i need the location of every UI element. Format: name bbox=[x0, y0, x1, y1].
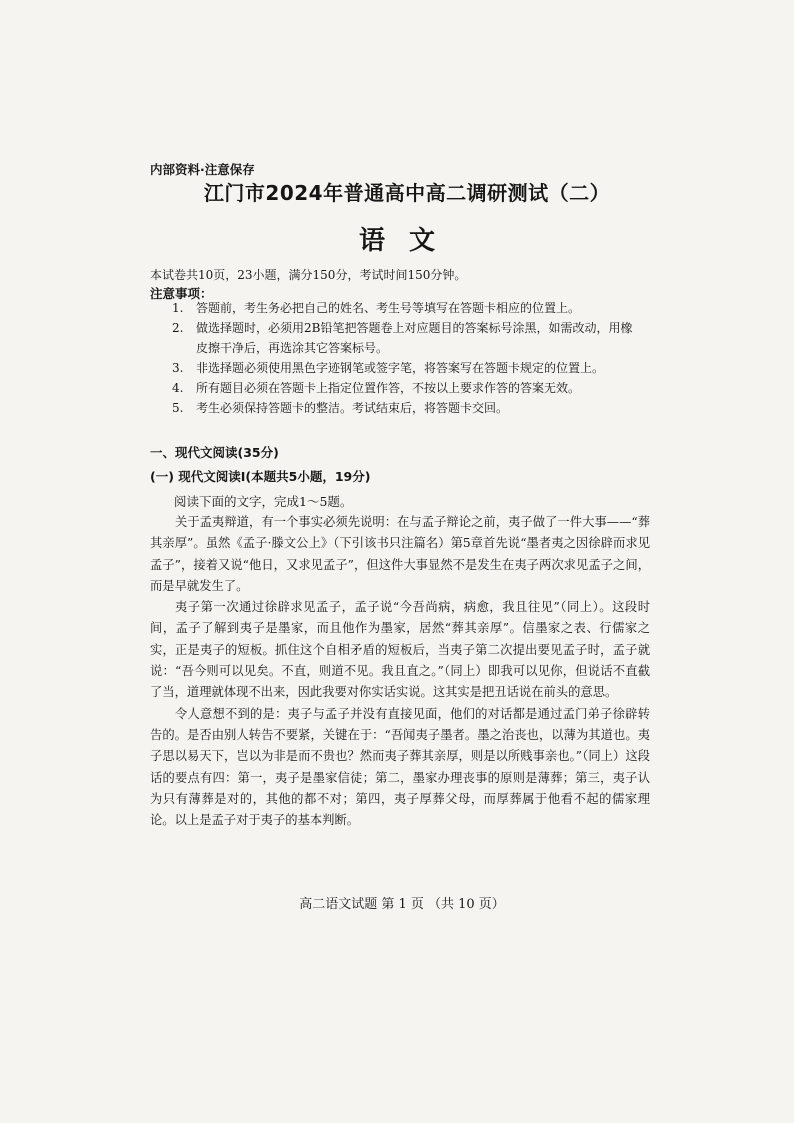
note-number: 5. bbox=[172, 401, 184, 415]
note-number: 4. bbox=[172, 381, 184, 395]
note-item bbox=[172, 378, 642, 398]
note-item bbox=[172, 318, 642, 358]
note-text: 考生必须保持答题卡的整洁。考试结束后，将答题卡交回。 bbox=[196, 401, 509, 415]
note-text: 做选择题时，必须用2B铅笔把答题卷上对应题目的答案标号涂黑，如需改动，用橡皮擦干净后，再选涂其它答案标号。 bbox=[196, 321, 633, 355]
note-item bbox=[172, 298, 642, 318]
exam-title: 江门市2024年普通高中高二调研测试（二） bbox=[203, 181, 611, 205]
notes-list bbox=[172, 298, 642, 418]
note-item bbox=[172, 358, 642, 378]
passage-paragraph: 夷子第一次通过徐辟求见孟子，孟子说“今吾尚病，病愈，我且往见”（同上）。这段时间，孟子了解到夷子是墨家，而且他作为墨家，居然“葬其亲厚”。信墨家之表、行儒家之实，正是夷子的短板。抓住这个自相矛盾的短板后，当夷子第二次提出要见孟子时，孟子就说：“吾今则可以见矣。不直，则道不见。我且直之。”（同上）即我可以见你，但说话不直截了当，道理就体现不出来，因此我要对你实话实说。这其实是把丑话说在前头的意思。 bbox=[150, 600, 650, 700]
exam-intro: 本试卷共10页，23小题，满分150分，考试时间150分钟。 bbox=[150, 268, 467, 282]
reading-passage bbox=[150, 512, 650, 831]
subsection-heading: (一) 现代文阅读Ⅰ(本题共5小题，19分) bbox=[150, 469, 371, 484]
confidential-label: 内部资料·注意保存 bbox=[150, 162, 255, 177]
note-number: 1. bbox=[172, 301, 184, 315]
note-text: 所有题目必须在答题卡上指定位置作答，不按以上要求作答的答案无效。 bbox=[196, 381, 581, 395]
section-heading: 一、现代文阅读(35分) bbox=[150, 445, 279, 460]
subject-title: 语文 bbox=[358, 226, 459, 256]
page-footer: 高二语文试题 第 1 页 （共 10 页） bbox=[299, 897, 505, 912]
note-text: 非选择题必须使用黑色字迹钢笔或签字笔，将答案写在答题卡规定的位置上。 bbox=[196, 361, 605, 375]
note-item bbox=[172, 398, 642, 418]
passage-paragraph: 令人意想不到的是：夷子与孟子并没有直接见面，他们的对话都是通过孟门弟子徐辟转告的。是否由别人转告不要紧，关键在于：“吾闻夷子墨者。墨之治丧也，以薄为其道也。夷子思以易天下，岂以为非是而不贵也？然而夷子葬其亲厚，则是以所贱事亲也。”（同上）这段话的要点有四：第一，夷子是墨家信徒；第二，墨家办理丧事的原则是薄葬；第三，夷子认为只有薄葬是对的，其他的都不对；第四，夷子厚葬父母，而厚葬属于他看不起的儒家理论。以上是孟子对于夷子的基本判断。 bbox=[150, 706, 650, 828]
note-number: 3. bbox=[172, 361, 184, 375]
notes-heading: 注意事项： bbox=[150, 286, 213, 301]
reading-instruction: 阅读下面的文字，完成1～5题。 bbox=[174, 494, 353, 509]
note-number: 2. bbox=[172, 321, 184, 335]
passage-paragraph: 关于孟夷辩道，有一个事实必须先说明：在与孟子辩论之前，夷子做了一件大事——“葬其亲厚”。虽然《孟子·滕文公上》（下引该书只注篇名）第5章首先说“墨者夷之因徐辟而求见孟子”，接着又说“他日，又求见孟子”，但这件大事显然不是发生在夷子两次求见孟子之间，而是早就发生了。 bbox=[150, 515, 650, 593]
note-text: 答题前，考生务必把自己的姓名、考生号等填写在答题卡相应的位置上。 bbox=[196, 301, 581, 315]
